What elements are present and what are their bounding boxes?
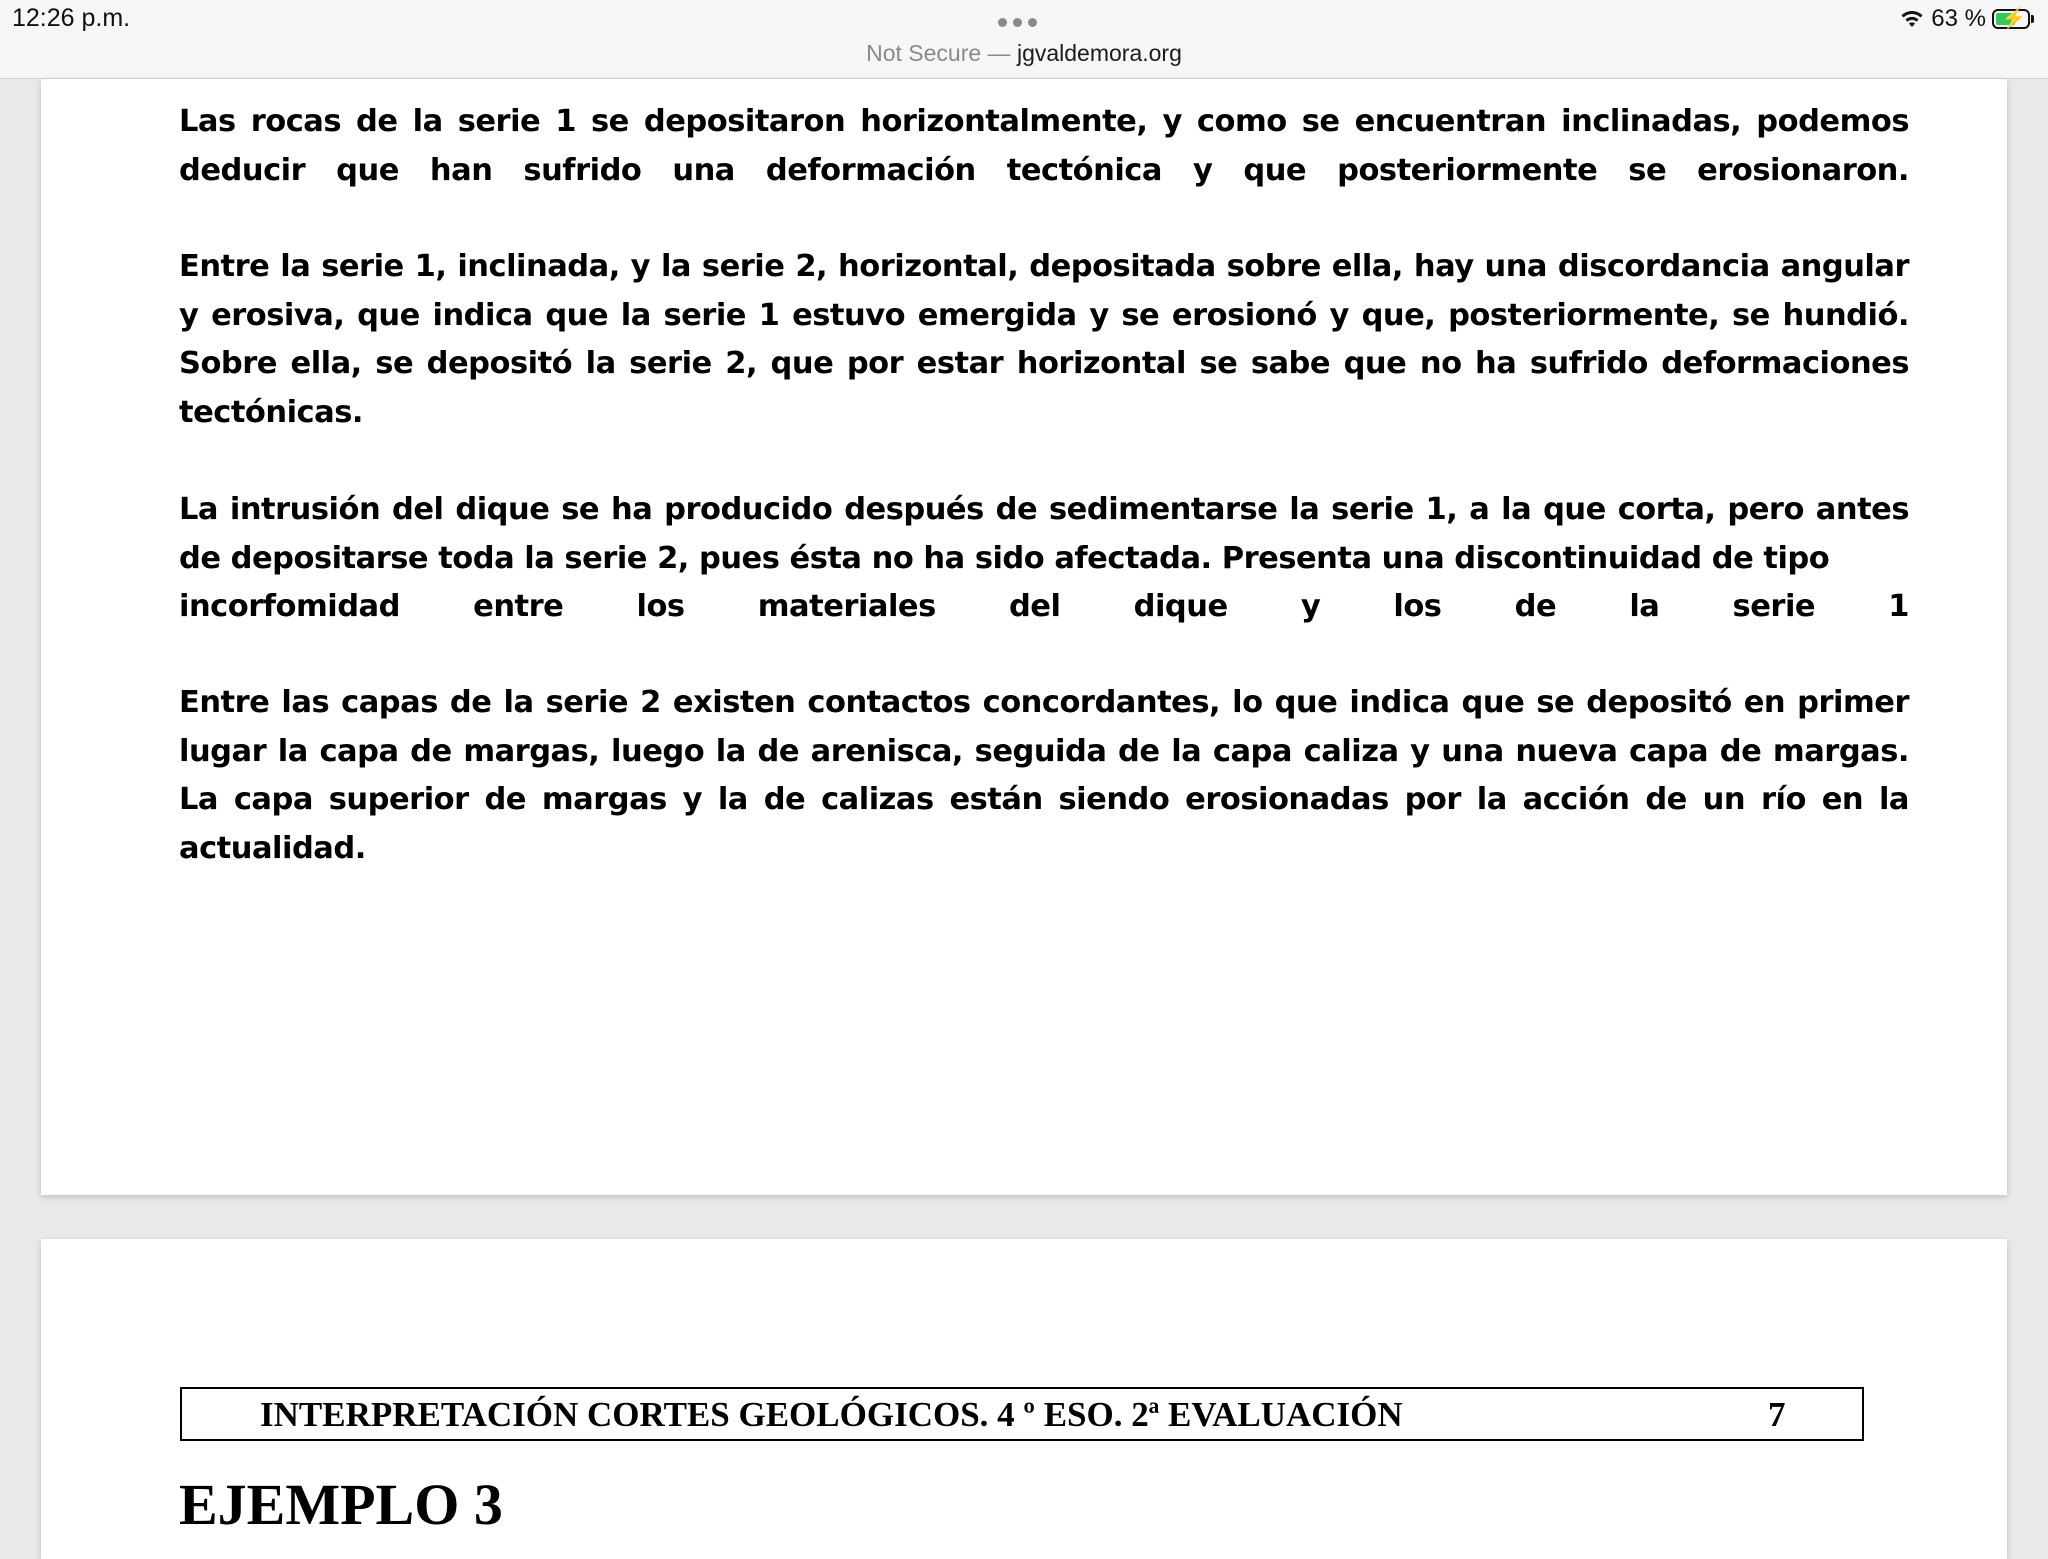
status-right <box>1899 5 2036 33</box>
page-header-box <box>180 1387 1864 1441</box>
battery-percent: 63 % <box>1931 5 1986 32</box>
security-label: Not Secure — <box>866 40 1011 66</box>
paragraph-3-last-line: incorfomidad entre los materiales del dique y los de la serie 1 <box>179 589 1909 624</box>
site-domain: jgvaldemora.org <box>1016 40 1182 66</box>
page-header-title: INTERPRETACIÓN CORTES GEOLÓGICOS. 4 º ESO. 2ª EVALUACIÓN <box>260 1395 1403 1434</box>
dot <box>1028 18 1037 27</box>
address-bar[interactable] <box>0 40 2048 67</box>
paragraph-1: Las rocas de la serie 1 se depositaron horizontalmente, y como se encuentran inclinadas, podemos deducir que han sufrido una deformación tectónica y que posteriormente se erosionaron. <box>179 104 1909 188</box>
charging-bolt-icon: ⚡ <box>2001 8 2026 30</box>
status-time: 12:26 p.m. <box>12 4 131 32</box>
battery-cap <box>2031 15 2034 23</box>
paragraph-4: Entre las capas de la serie 2 existen contactos concordantes, lo que indica que se depositó en primer lugar la capa de margas, luego la de arenisca, seguida de la capa caliza y una nueva capa de margas. La capa superior de margas y la de calizas están siendo erosionadas por la acción de un río en la actualidad. <box>179 685 1909 866</box>
paragraph-3-text: La intrusión del dique se ha producido después de sedimentarse la serie 1, a la que corta, pero antes de depositarse toda la serie 2, pues ésta no ha sido afectada. Presenta una discontinuidad de tipo <box>179 492 1909 576</box>
document-page-2 <box>41 1239 2007 1559</box>
status-bar <box>0 0 2048 79</box>
document-page-1 <box>41 79 2007 1195</box>
page-number: 7 <box>1768 1395 1786 1434</box>
paragraph-3 <box>179 486 1909 632</box>
more-dots-icon[interactable] <box>998 18 1037 27</box>
dot <box>998 18 1007 27</box>
battery-icon <box>1992 8 2036 30</box>
dot <box>1013 18 1022 27</box>
example-heading: EJEMPLO 3 <box>179 1472 503 1537</box>
paragraph-2: Entre la serie 1, inclinada, y la serie 2, horizontal, depositada sobre ella, hay una discordancia angular y erosiva, que indica que la serie 1 estuvo emergida y se erosionó y que, posteriormente, se hundió. Sobre ella, se depositó la serie 2, que por estar horizontal se sabe que no ha sufrido deformaciones tectónicas. <box>179 249 1909 430</box>
wifi-icon <box>1899 9 1925 29</box>
